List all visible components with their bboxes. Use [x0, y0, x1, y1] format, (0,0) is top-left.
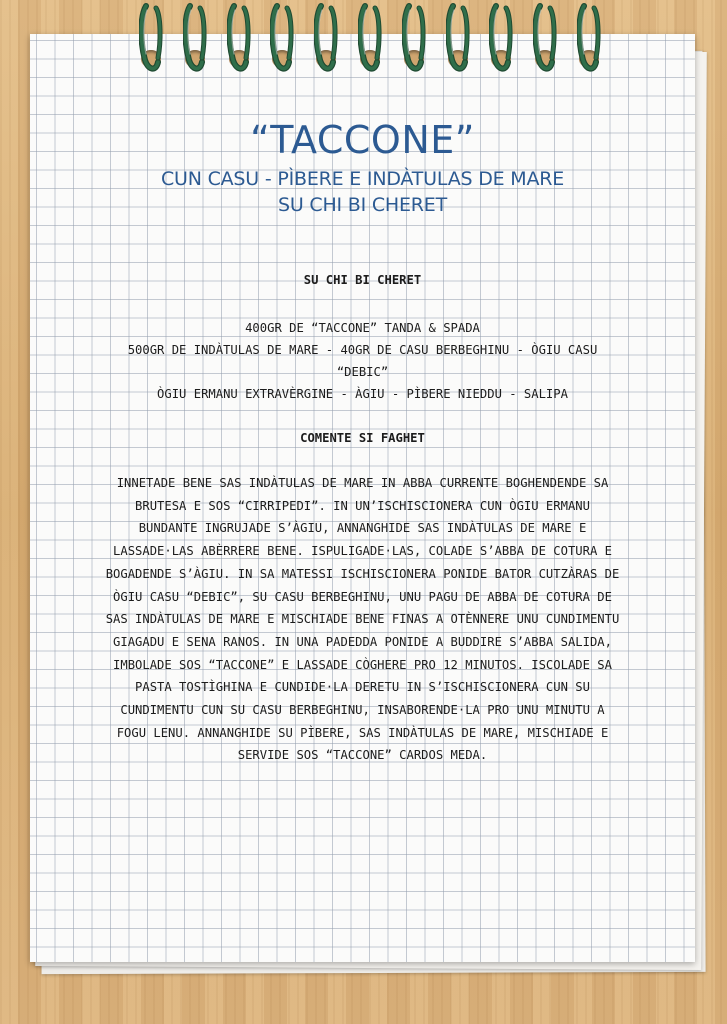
method-line: PASTA TOSTÌGHINA E CUNDIDE·LA DERETU IN S’ISCHISCIONERA CUN SU — [135, 680, 590, 695]
method-line: LASSADE·LAS ABÈRRERE BENE. ISPULIGADE·LAS, COLADE S’ABBA DE COTURA E — [113, 544, 612, 559]
spiral-ring — [270, 2, 296, 76]
ingredients-heading: SU CHI BI CHERET — [303, 273, 422, 287]
method-line: BUNDANTE INGRUJADE S’ÀGIU, ANNANGHIDE SAS INDÀTULAS DE MARE E — [138, 521, 587, 536]
ingredients-line: 500GR DE INDÀTULAS DE MARE - 40GR DE CASU BERBEGHINU - ÒGIU CASU — [127, 343, 598, 357]
recipe-subtitle-line-2: SU CHI BI CHERET — [277, 194, 448, 216]
spiral-ring — [139, 2, 165, 76]
spiral-ring — [227, 2, 253, 76]
method-line: GIAGADU E SENA RANOS. IN UNA PADEDDA PONIDE A BUDDIRE S’ABBA SALIDA, — [113, 634, 612, 649]
method-line: SAS INDÀTULAS DE MARE E MISCHIADE BENE FINAS A OTÈNNERE UNU CUNDIMENTU — [105, 612, 620, 627]
spiral-ring — [489, 2, 515, 76]
spiral-ring — [314, 2, 340, 76]
spiral-ring — [358, 2, 384, 76]
ingredients-line: ÒGIU ERMANU EXTRAVÈRGINE - ÀGIU - PÌBERE NIEDDU - SALIPA — [157, 387, 568, 401]
recipe-title: “TACCONE” — [250, 118, 475, 162]
method-heading: COMENTE SI FAGHET — [300, 431, 425, 445]
recipe-subtitle-line-1: CUN CASU - PÌBERE E INDÀTULAS DE MARE — [160, 168, 565, 190]
ingredients-line: “DEBIC” — [336, 365, 389, 379]
method-line: INNETADE BENE SAS INDÀTULAS DE MARE IN ABBA CURRENTE BOGHENDENDE SA — [116, 476, 609, 490]
spiral-ring — [402, 2, 428, 76]
method-text — [62, 472, 663, 767]
spiral-ring — [183, 2, 209, 76]
ingredients-list — [60, 317, 665, 405]
spiral-binding-icon — [0, 0, 727, 90]
method-line: IMBOLADE SOS “TACCONE” E LASSADE CÒGHERE PRO 12 MINUTOS. ISCOLADE SA — [113, 657, 612, 672]
method-line: BOGADENDE S’ÀGIU. IN SA MATESSI ISCHISCIONERA PONIDE BATOR CUTZÀRAS DE — [105, 566, 620, 581]
method-line: FOGU LENU. ANNANGHIDE SU PÌBERE, SAS INDÀTULAS DE MARE, MISCHIADE E — [116, 725, 609, 740]
method-line: SERVIDE SOS “TACCONE” CARDOS MEDA. — [237, 748, 488, 763]
spiral-ring — [446, 2, 472, 76]
method-line: BRUTESA E SOS “CIRRIPEDI”. IN UN’ISCHISCIONERA CUN ÒGIU ERMANU — [135, 498, 590, 513]
spiral-ring — [577, 2, 603, 76]
method-line: CUNDIMENTU CUN SU CASU BERBEGHINU, INSABORENDE·LA PRO UNU MINUTU A — [120, 703, 605, 718]
method-line: ÒGIU CASU “DEBIC”, SU CASU BERBEGHINU, UNU PAGU DE ABBA DE COTURA DE — [113, 589, 612, 604]
spiral-ring — [533, 2, 559, 76]
ingredients-line: 400GR DE “TACCONE” TANDA & SPADA — [245, 321, 480, 335]
